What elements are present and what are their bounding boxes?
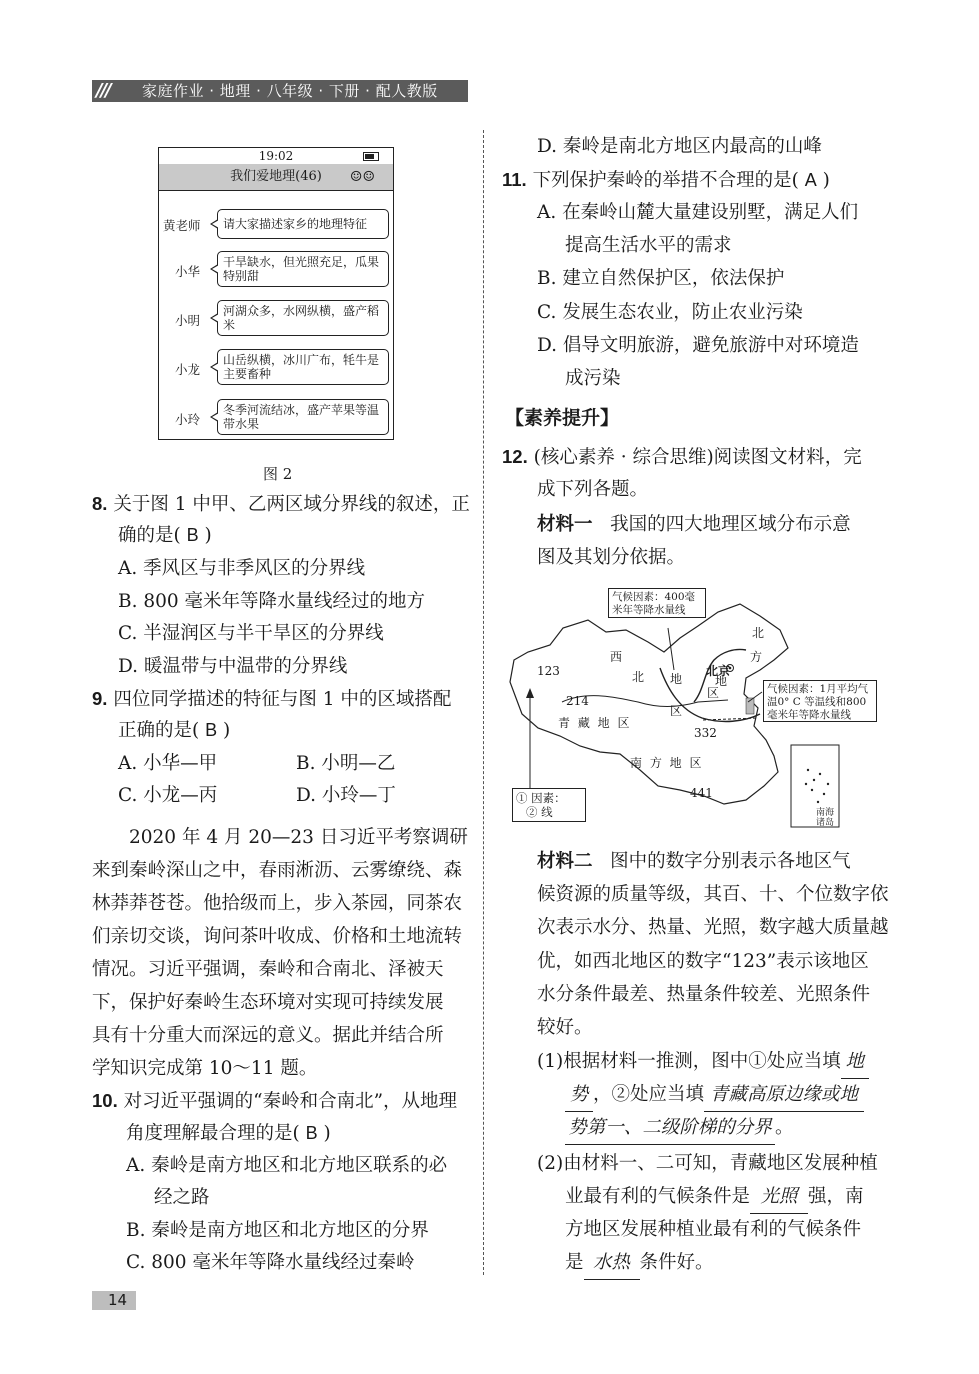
option: B. 秦岭是南方地区和北方地区的分界	[126, 1220, 429, 1241]
map-callout: 气候因素：400毫米年等降水量线	[608, 588, 706, 618]
map-label: 青 藏 地 区	[558, 716, 632, 730]
header-bar	[92, 80, 468, 102]
map-number: 214	[566, 694, 589, 708]
map-callout: 气候因素：1月平均气温0° C 等温线和800毫米年等降水量线	[763, 680, 877, 722]
option: C. 半湿润区与半干旱区的分界线	[118, 623, 384, 644]
option: D. 小玲—丁	[296, 785, 396, 806]
passage-line: 具有十分重大而深远的意义。据此并结合所	[92, 1025, 444, 1046]
answer-mark: B	[205, 720, 218, 740]
message-bubble: 山岳纵横，冰川广布，牦牛是主要畜种	[217, 349, 389, 385]
message-bubble: 干旱缺水，但光照充足，瓜果特别甜	[217, 251, 389, 287]
map-legend: ① 因素： ② 线	[512, 788, 586, 822]
section-title: 【素养提升】	[505, 407, 620, 429]
question-9-stem-line2: 正确的是( B )	[118, 720, 231, 741]
message-sender: 小华	[175, 264, 201, 279]
option-continued: 经之路	[154, 1187, 210, 1208]
question-12-stem-line2: 成下列各题。	[537, 479, 649, 500]
option-continued: 提高生活水平的需求	[565, 235, 732, 256]
phone-time: 19:02	[258, 149, 294, 163]
option: A. 秦岭是南方地区和北方地区联系的必	[126, 1155, 448, 1176]
message-sender: 小玲	[175, 412, 201, 427]
question-11-stem: 11. 下列保护秦岭的举措不合理的是( A )	[502, 169, 830, 191]
subquestion-2: (2)由材料一、二可知，青藏地区发展种植	[537, 1153, 878, 1174]
material-1-line: 材料一 我国的四大地理区域分布示意	[537, 514, 851, 535]
option: D. 秦岭是南北方地区内最高的山峰	[537, 136, 822, 157]
subquestion-1-line3: 势第一、二级阶梯的分界 。	[565, 1111, 794, 1145]
subquestion-1-line2: 势 ，②处应当填 青藏高原边缘或地	[565, 1078, 864, 1112]
chat-title: 我们爱地理(46)	[230, 169, 322, 184]
message-sender: 小明	[175, 313, 201, 328]
material-2-line: 材料二 图中的数字分别表示各地区气	[537, 851, 851, 872]
subquestion-2-line3: 方地区发展种植业最有利的气候条件	[565, 1219, 862, 1240]
figure-caption: 图 2	[263, 465, 293, 483]
message-sender: 黄老师	[163, 218, 201, 233]
map-label: 北	[752, 626, 765, 640]
battery-icon	[363, 152, 379, 161]
answer-fill: 光照	[750, 1180, 808, 1214]
option: A. 在秦岭山麓大量建设别墅，满足人们	[537, 202, 859, 223]
option: C. 发展生态农业，防止农业污染	[537, 302, 803, 323]
passage-line: 学知识完成第 10～11 题。	[92, 1058, 318, 1079]
phone-status-bar	[159, 148, 393, 165]
passage-line: 情况。习近平强调，秦岭和合南北、泽被天	[92, 959, 444, 980]
message-bubble: 冬季河流结冰，盛产苹果等温带水果	[217, 399, 389, 435]
chat-title-bar	[159, 164, 393, 191]
option: C. 800 毫米年等降水量线经过秦岭	[126, 1252, 415, 1273]
material-2-line: 较好。	[537, 1017, 593, 1038]
answer-fill: 势第一、二级阶梯的分界	[565, 1111, 775, 1145]
question-8-stem: 8. 关于图 1 中甲、乙两区域分界线的叙述，正	[92, 493, 470, 515]
question-9-stem: 9. 四位同学描述的特征与图 1 中的区域搭配	[92, 688, 452, 710]
message-sender: 小龙	[175, 362, 201, 377]
group-members-icon: ☺☺	[349, 169, 375, 185]
option: B. 小明—乙	[296, 753, 396, 774]
map-label: 地	[670, 672, 683, 686]
answer-fill: 水热	[584, 1246, 640, 1280]
map-label: 区	[670, 704, 683, 718]
map-number: 123	[537, 664, 560, 678]
material-2-line: 优，如西北地区的数字“123”表示该地区	[537, 951, 869, 972]
material-2-line: 次表示水分、热量、光照，数字越大质量越	[537, 917, 889, 938]
material-1-line: 图及其划分依据。	[537, 547, 686, 568]
phone-chat-figure	[158, 147, 394, 440]
message-bubble: 河湖众多，水网纵横，盛产稻米	[217, 300, 389, 336]
map-label: 地	[715, 674, 728, 688]
answer-fill: 青藏高原边缘或地	[704, 1078, 864, 1112]
map-label: 方	[750, 650, 763, 664]
answer-fill: 地	[841, 1045, 869, 1079]
passage-line: 下，保护好秦岭生态环境对实现可持续发展	[92, 992, 444, 1013]
passage-line: 们亲切交谈，询问茶叶收成、价格和土地流转	[92, 926, 463, 947]
passage-line: 2020 年 4 月 20—23 日习近平考察调研	[129, 827, 468, 848]
material-label: 材料一	[537, 514, 593, 535]
map-label: 西	[610, 650, 623, 664]
map-number: 332	[694, 726, 717, 740]
question-10-stem: 10. 对习近平强调的“秦岭和合南北”，从地理	[92, 1090, 458, 1112]
material-label: 材料二	[537, 851, 593, 872]
option: D. 暖温带与中温带的分界线	[118, 656, 348, 677]
option: D. 倡导文明旅游，避免旅游中对环境造	[537, 335, 859, 356]
map-number: 441	[690, 786, 713, 800]
map-beijing-label: 北京	[706, 664, 731, 678]
material-2-line: 候资源的质量等级，其百、十、个位数字依	[537, 884, 889, 905]
subquestion-2-line2: 业最有利的气候条件是 光照 强，南	[565, 1180, 864, 1214]
page-number: 14	[108, 1291, 128, 1309]
column-divider	[483, 130, 484, 1275]
map-label: 区	[707, 686, 720, 700]
question-10-stem-line2: 角度理解最合理的是( B )	[126, 1123, 331, 1144]
option: A. 季风区与非季风区的分界线	[118, 558, 366, 579]
question-8-stem-line2: 确的是( B )	[118, 525, 212, 546]
map-inset-label: 南海诸岛	[816, 808, 835, 828]
answer-fill: 势	[565, 1078, 593, 1112]
passage-line: 来到秦岭深山之中，春雨淅沥、云雾缭绕、森	[92, 860, 463, 881]
china-regions-map	[508, 590, 878, 830]
option: C. 小龙—丙	[118, 785, 218, 806]
answer-mark: B	[186, 525, 199, 545]
header-title: 家庭作业 · 地理 · 八年级 · 下册 · 配人教版	[142, 82, 438, 100]
question-12-stem: 12. (核心素养 · 综合思维)阅读图文材料，完	[502, 446, 862, 468]
option: B. 800 毫米年等降水量线经过的地方	[118, 591, 426, 612]
map-label: 北	[632, 670, 645, 684]
material-2-line: 水分条件最差、热量条件较差、光照条件	[537, 984, 871, 1005]
subquestion-2-line4: 是 水热 条件好。	[565, 1246, 714, 1280]
option-continued: 成污染	[565, 368, 621, 389]
option: B. 建立自然保护区，依法保护	[537, 268, 785, 289]
message-bubble: 请大家描述家乡的地理特征	[217, 209, 389, 239]
option: A. 小华—甲	[118, 753, 218, 774]
subquestion-1: (1)根据材料一推测，图中①处应当填 地	[537, 1045, 869, 1079]
answer-mark: A	[804, 170, 817, 190]
passage-line: 林莽莽苍苍。他拾级而上，步入茶园，同茶农	[92, 893, 463, 914]
map-label: 南 方 地 区	[630, 756, 704, 770]
answer-mark: B	[305, 1123, 318, 1143]
header-stripes-icon: ///	[96, 80, 110, 101]
